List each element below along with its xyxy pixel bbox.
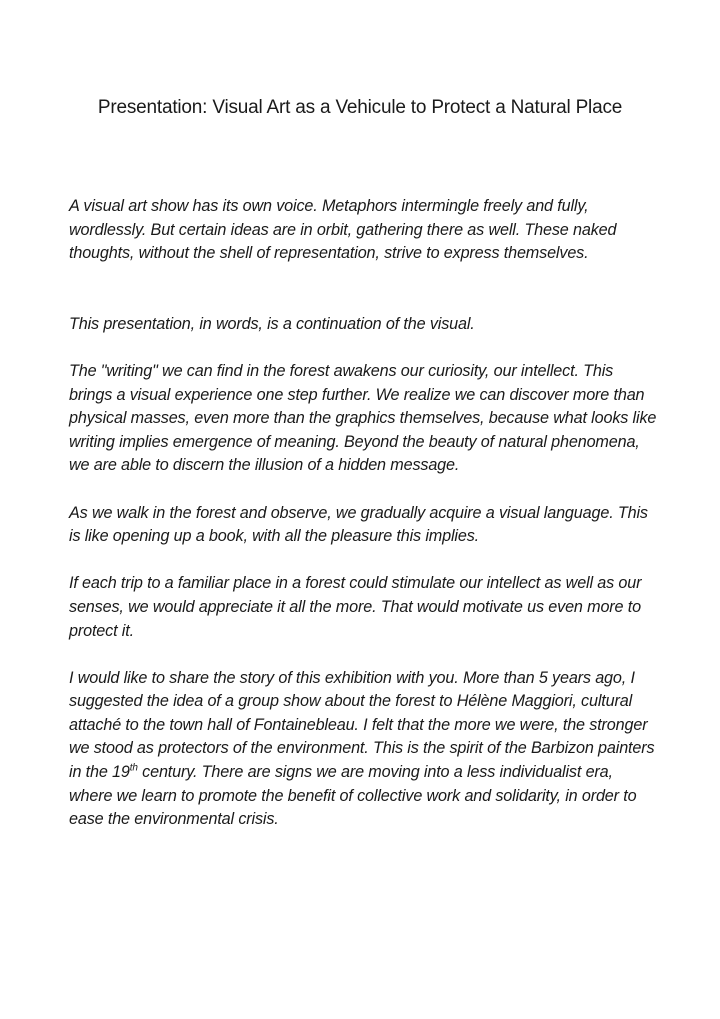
document-body <box>69 195 659 832</box>
paragraph-6 <box>69 667 659 832</box>
paragraph-1: A visual art show has its own voice. Metaphors intermingle freely and fully, wordlessly. But certain ideas are in orbit, gathering there as well. These naked thoughts, without the shell of representation, strive to express themselves. <box>69 197 617 263</box>
paragraph-2: This presentation, in words, is a continuation of the visual. <box>69 314 475 333</box>
paragraph-6-text-start: I would like to share the story of this exhibition with you. More than 5 years ago, I suggested the idea of a group show about the forest to Hélène Maggiori, cultural attaché to the town hall of Fontainebleau. I felt that the more we were, the stronger we stood as protectors of the environment. This is the spirit of the Barbizon painters in the 19 <box>69 668 655 782</box>
ordinal-superscript: th <box>129 762 138 774</box>
paragraph-4: As we walk in the forest and observe, we gradually acquire a visual language. This is like opening up a book, with all the pleasure this implies. <box>69 503 648 546</box>
document-title: Presentation: Visual Art as a Vehicule to Protect a Natural Place <box>97 97 623 118</box>
paragraph-5: If each trip to a familiar place in a forest could stimulate our intellect as well as our senses, we would appreciate it all the more. That would motivate us even more to protect it. <box>69 574 642 640</box>
paragraph-3: The "writing" we can find in the forest awakens our curiosity, our intellect. This brings a visual experience one step further. We realize we can discover more than physical masses, even more than the graphics themselves, because what looks like writing implies emergence of meaning. Beyond the beauty of natural phenomena, we are able to discern the illusion of a hidden message. <box>69 361 657 475</box>
paragraph-6-text-end: century. There are signs we are moving into a less individualist era, where we learn to promote the benefit of collective work and solidarity, in order to ease the environmental crisis. <box>69 763 637 829</box>
